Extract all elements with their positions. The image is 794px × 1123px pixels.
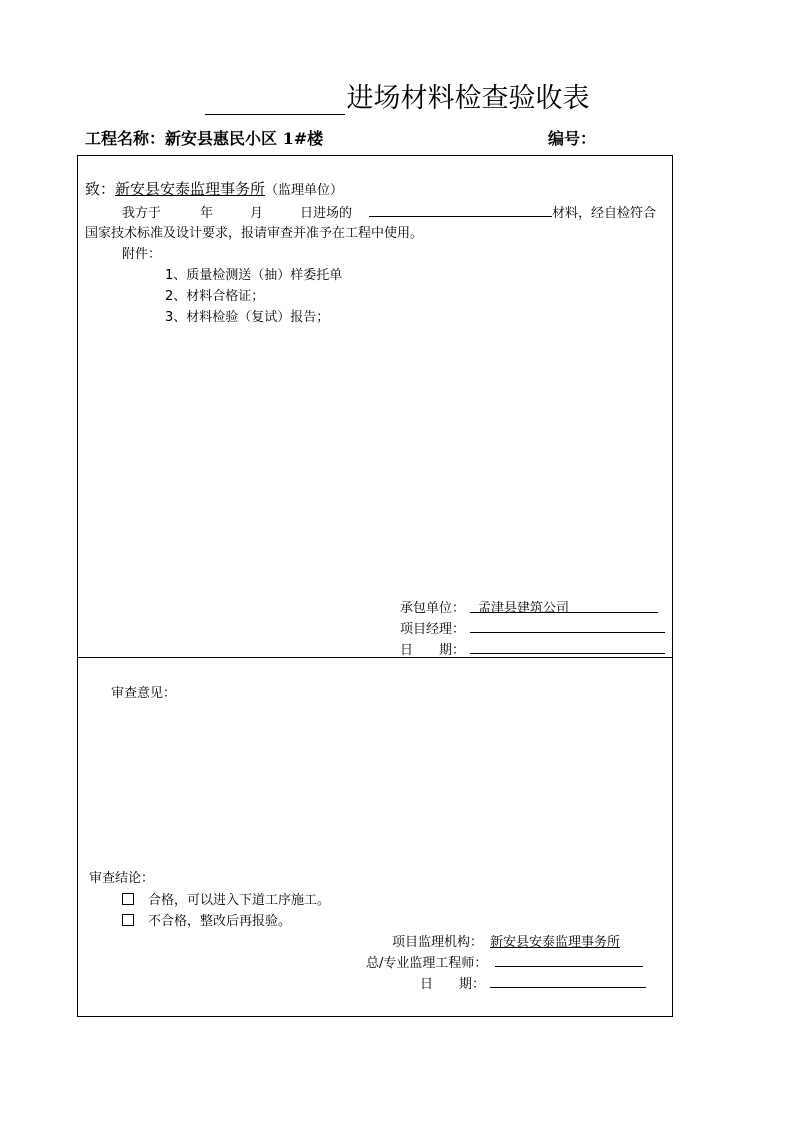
attachments-label: 附件： — [122, 247, 162, 262]
material-blank[interactable] — [369, 203, 552, 217]
entry-year: 年 — [200, 206, 214, 221]
title-text: 进场材料检查验收表 — [346, 83, 590, 114]
review-date-label: 日 期： — [420, 977, 486, 992]
contractor-value: 孟津县建筑公司 — [478, 601, 570, 616]
supervisor-suffix: （监理单位） — [265, 183, 344, 198]
review-opinion-label: 审查意见： — [111, 686, 177, 701]
review-date-field[interactable] — [490, 974, 646, 988]
entry-month: 月 — [250, 206, 264, 221]
option-pass[interactable] — [122, 889, 330, 908]
entry-day: 日进场的 — [300, 206, 353, 221]
application-date-field[interactable] — [470, 640, 665, 654]
supervisor-name: 新安县安泰监理事务所 — [115, 180, 266, 198]
section-divider — [77, 657, 673, 658]
addressee-line — [85, 178, 343, 199]
contractor-label: 承包单位： — [400, 601, 466, 616]
option-fail-label: 不合格，整改后再报验。 — [148, 914, 292, 929]
form-number-label: 编号： — [548, 129, 597, 148]
page-title — [0, 76, 794, 115]
review-conclusion-label: 审查结论： — [89, 871, 155, 886]
manager-field[interactable] — [470, 619, 665, 633]
entry-line-end: 材料，经自检符合 — [552, 206, 657, 221]
manager-label: 项目经理： — [400, 622, 466, 637]
agency-label: 项目监理机构： — [392, 935, 484, 950]
entry-line-a: 我方于 — [122, 206, 162, 221]
attachment-item: 1、质量检测送（抽）样委托单 — [165, 268, 343, 283]
entry-line-2: 国家技术标准及设计要求，报请审查并准予在工程中使用。 — [85, 226, 424, 241]
agency-value: 新安县安泰监理事务所 — [490, 935, 621, 950]
application-date-label: 日 期： — [400, 643, 466, 658]
engineer-label: 总/专业监理工程师： — [366, 956, 488, 971]
checkbox-icon[interactable] — [122, 893, 134, 905]
option-fail[interactable] — [122, 910, 291, 929]
attachment-item: 2、材料合格证； — [165, 289, 265, 304]
to-prefix: 致： — [85, 180, 116, 198]
attachment-item: 3、材料检验（复试）报告； — [165, 310, 330, 325]
option-pass-label: 合格，可以进入下道工序施工。 — [148, 893, 331, 908]
engineer-field[interactable] — [495, 953, 643, 967]
title-blank — [205, 86, 345, 115]
checkbox-icon[interactable] — [122, 914, 134, 926]
project-name: 工程名称：新安县惠民小区 1#楼 — [85, 129, 324, 148]
